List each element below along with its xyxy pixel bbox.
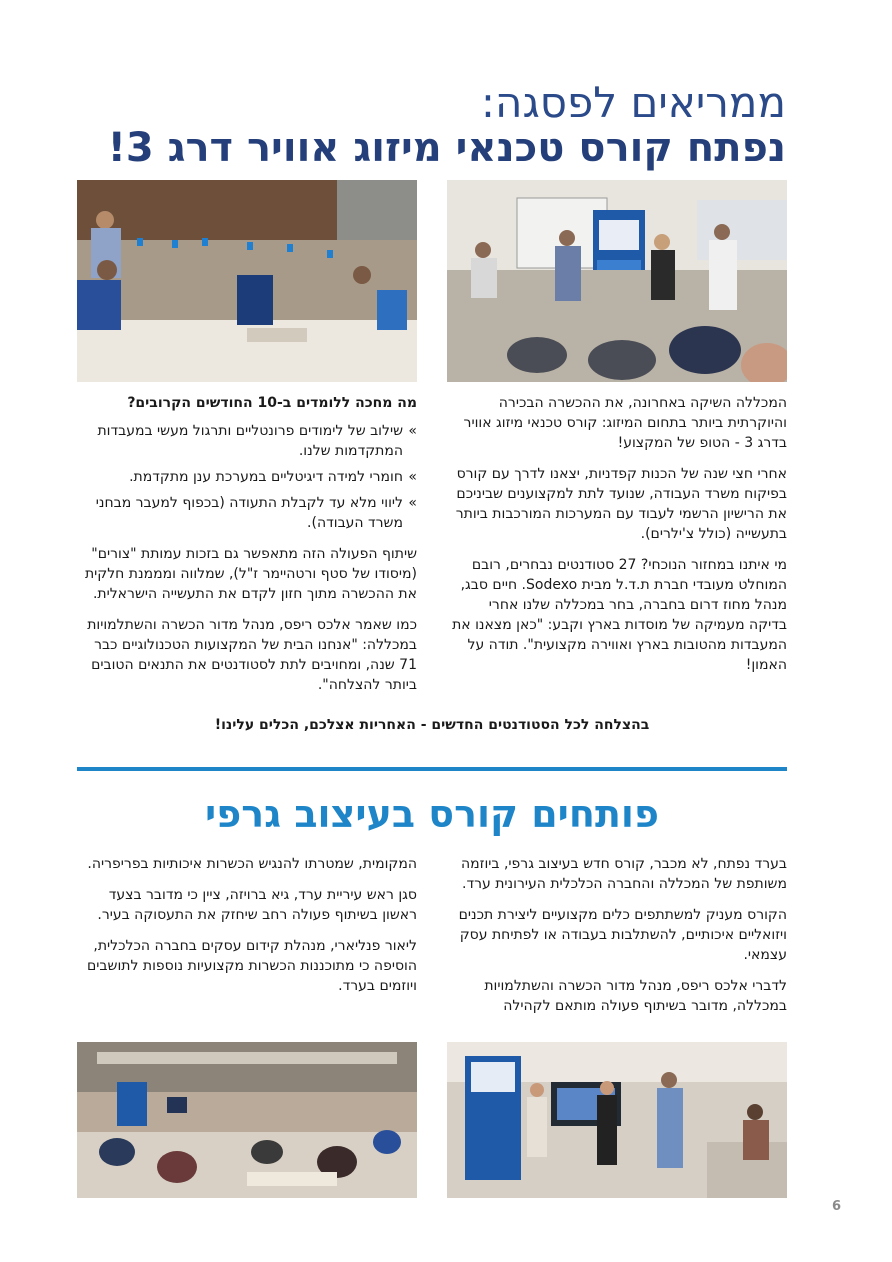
article2-left-paragraph: סגן ראש עיריית ערד, גיא ברויזה, ציין כי מדובר בצעד ראשון בשיתוף פעולה רחב שיחזק את התעסוקה בעיר. bbox=[97, 887, 417, 923]
photo-course-opening-presentation bbox=[447, 180, 787, 382]
page-number: 6 bbox=[832, 1199, 842, 1214]
article1-left-column bbox=[77, 393, 417, 706]
article1-closing-line: בהצלחה לכל הסטודנטים החדשים - האחריות אצלכם, הכלים עלינו! bbox=[214, 717, 650, 733]
bullet-item: » ליווי מלא עד לקבלת התעודה (בכפוף למעבר מבחני משרד העבודה). bbox=[77, 493, 417, 533]
article2-right-paragraph: הקורס מעניק למשתתפים כלים מקצועיים ליצירת תכנים ויזואליים איכותיים, להשתלבות בעבודה או לפתיחת עסק עצמאי. bbox=[458, 907, 787, 963]
article1-right-paragraph: המכללה השיקה באחרונה, את ההכשרה הבכירה והיוקרתית ביותר בתחום המיזוג: קורס טכנאי מיזוג אוויר בדרג 3 - הטופ של המקצוע! bbox=[463, 395, 787, 451]
bullet-item: » חומרי למידה דיגיטליים במערכת ענן מתקדמת. bbox=[77, 467, 417, 487]
article2-right-column bbox=[447, 854, 787, 1027]
article1-right-column bbox=[447, 393, 787, 686]
article1-title-line1: ממריאים לפסגה: bbox=[480, 78, 786, 127]
photo-course-students-group bbox=[77, 180, 417, 382]
section-divider bbox=[77, 767, 787, 771]
article1-right-paragraph: אחרי חצי שנה של הכנות קפדניות, יצאנו לדרך עם קורס בפיקוח משרד העבודה, שנועד לתת למקצוענים שביניכם את הרישיון הרשמי לעבוד עם המערכות המורכבות ביותר בתעשייה (כולל צ'ילרים). bbox=[455, 466, 787, 542]
article2-left-column bbox=[77, 854, 417, 1007]
article2-left-paragraph: המקומית, שמטרתו להנגיש הכשרות איכותיות בפריפריה. bbox=[87, 856, 417, 872]
article1-left-paragraph: כמו שאמר אלכס ריפס, מנהל מדור הכשרה והשתלמויות במכללה: "אנחנו הבית של המקצועות הטכנולוגיים כבר 71 שנה, ומחויבים לתת לסטודנטים את התנאים הטובים ביותר להצלחה". bbox=[87, 617, 417, 693]
article2-left-paragraph: ליאור פנליארי, מנהלת קידום עסקים בחברה הכלכלית, הוסיפה כי מתוכננות הכשרות מקצועיות נוספות לתושבים ויוזמים בערד. bbox=[87, 938, 417, 994]
photo-graphic-design-classroom bbox=[77, 1042, 417, 1198]
article1-left-heading: מה מחכה ללומדים ב-10 החודשים הקרובים? bbox=[127, 395, 417, 411]
article2-right-paragraph: בערד נפתח, לא מכבר, קורס חדש בעיצוב גרפי, ביוזמה משותפת של המכללה והחברה הכלכלית העירונית ערד. bbox=[460, 856, 787, 892]
article1-left-paragraph: שיתוף הפעולה הזה מתאפשר גם בזכות עמותת "צורים" (מיסודו של סטף ורטהיימר ז"ל), שמלווה ומממנת חלקית את ההכשרה מתוך חזון לקדם את התעשייה הישראלית. bbox=[84, 546, 417, 602]
photo-graphic-design-presenters bbox=[447, 1042, 787, 1198]
bullet-item: » שילוב של לימודים פרונטליים ותרגול מעשי במעבדות המתקדמות שלנו. bbox=[77, 421, 417, 461]
article1-right-paragraph: מי איתנו במחזור הנוכחי? 27 סטודנטים נבחרים, רובם המוחלט מעובדי חברת ת.ד.ל מבית Sodexo. חיים סבג, מנהל מחוז דרום בחברה, בחר במכללה שלנו אחרי בדיקה מעמיקה של מוסדות בארץ וקבע: "כאן מצאנו את המעבדות מהטובות בארץ ואווירה מקצועית". תודה על האמון! bbox=[452, 557, 787, 673]
article2-title: פותחים קורס בעיצוב גרפי bbox=[205, 792, 659, 836]
article1-title-line2: נפתח קורס טכנאי מיזוג אוויר דרג 3! bbox=[107, 125, 786, 171]
article1-bullet-list bbox=[77, 421, 417, 533]
article2-right-paragraph: לדברי אלכס ריפס, מנהל מדור הכשרה והשתלמויות במכללה, מדובר בשיתוף פעולה מותאם לקהילה bbox=[484, 978, 787, 1014]
